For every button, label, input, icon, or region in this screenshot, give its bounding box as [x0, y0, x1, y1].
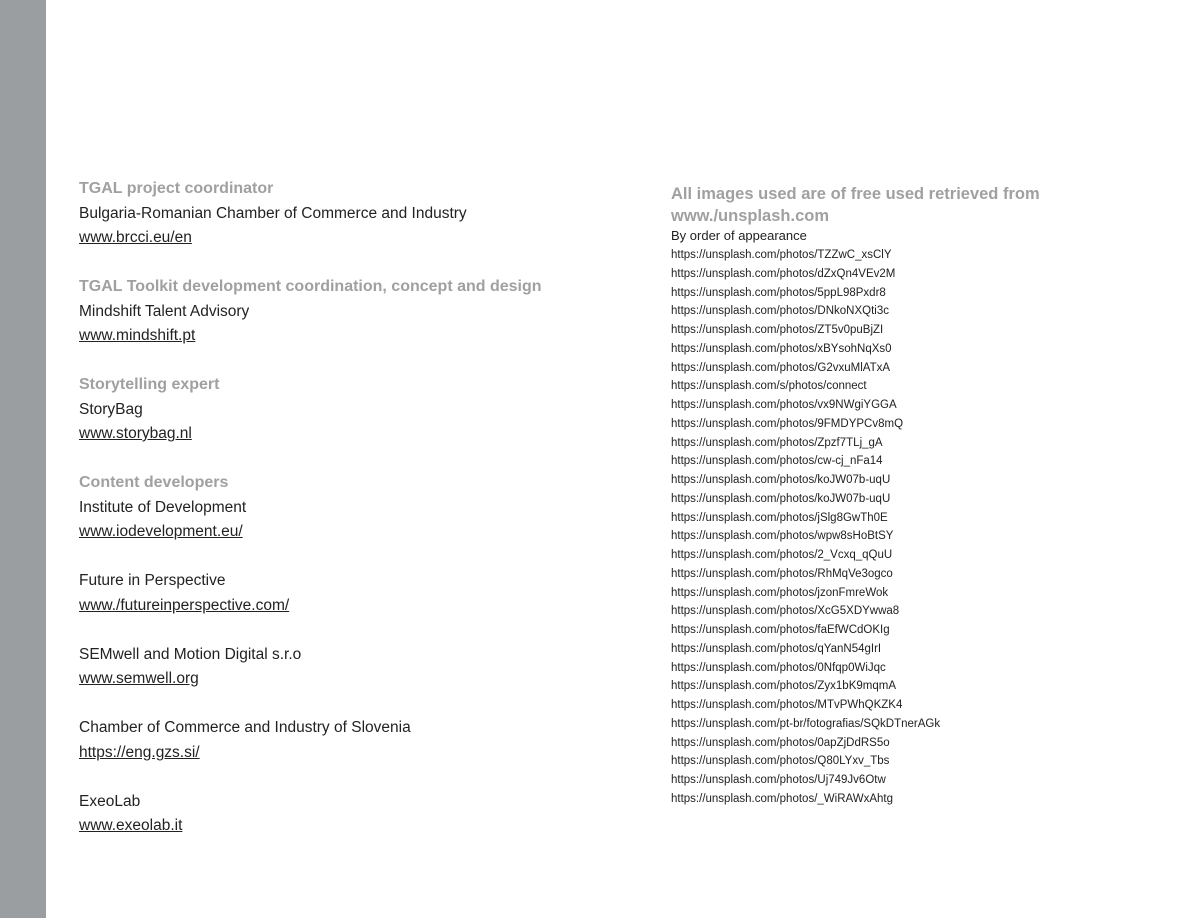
developer-link[interactable]: https://eng.gzs.si/	[79, 743, 200, 761]
developer-name: Chamber of Commerce and Industry of Slovenia	[79, 719, 411, 736]
developer-link[interactable]: www.exeolab.it	[79, 817, 183, 834]
storytelling-heading: Storytelling expert	[79, 376, 220, 393]
image-url-item: https://unsplash.com/photos/MTvPWhQKZK4	[671, 699, 903, 711]
image-url-item: https://unsplash.com/photos/_WiRAWxAhtg	[671, 792, 894, 805]
developer-entry	[79, 572, 619, 621]
image-url-item: https://unsplash.com/photos/DNkoNXQti3c	[671, 305, 889, 318]
image-url-item: https://unsplash.com/photos/jSlg8GwTh0E	[671, 511, 888, 524]
content-section	[79, 474, 619, 548]
coordinator-section	[79, 180, 619, 254]
content-heading: Content developers	[79, 474, 229, 491]
image-url-item: https://unsplash.com/photos/9FMDYPCv8mQ	[671, 417, 904, 430]
image-url-item: https://unsplash.com/photos/ZT5v0puBjZI	[671, 324, 884, 336]
toolkit-section	[79, 278, 619, 352]
image-url-item: https://unsplash.com/photos/Zyx1bK9mqmA	[671, 680, 896, 693]
image-url-item: https://unsplash.com/photos/5ppL98Pxdr8	[671, 286, 886, 299]
image-url-item: https://unsplash.com/photos/0Nfqp0WiJqc	[671, 661, 886, 674]
developer-entry	[79, 719, 619, 768]
image-url-item: https://unsplash.com/photos/Q80LYxv_Tbs	[671, 755, 890, 768]
developer-name: ExeoLab	[79, 792, 141, 810]
toolkit-name: Mindshift Talent Advisory	[79, 302, 250, 320]
image-credits-heading-line2: www./unsplash.com	[671, 207, 829, 225]
image-url-item: https://unsplash.com/photos/jzonFmreWok	[671, 586, 889, 599]
storytelling-section	[79, 376, 619, 450]
developer-name: Institute of Development	[79, 498, 247, 516]
image-credits-column	[671, 183, 1171, 809]
image-url-item: https://unsplash.com/photos/vx9NWgiYGGA	[671, 399, 897, 411]
storytelling-link[interactable]: www.storybag.nl	[79, 425, 192, 442]
developer-link[interactable]: www./futureinperspective.com/	[79, 596, 290, 614]
order-note: By order of appearance	[671, 228, 807, 243]
side-bar	[0, 0, 46, 918]
image-url-item: https://unsplash.com/photos/koJW07b-uqU	[671, 492, 891, 505]
image-url-list	[671, 246, 1171, 809]
image-url-item: https://unsplash.com/photos/xBYsohNqXs0	[671, 342, 892, 355]
credits-column	[79, 180, 619, 866]
developer-entry	[79, 793, 619, 842]
image-url-item: https://unsplash.com/photos/RhMqVe3ogco	[671, 567, 893, 580]
image-credits-heading	[671, 183, 1171, 227]
developer-name: Future in Perspective	[79, 572, 226, 589]
image-url-item: https://unsplash.com/photos/G2vxuMlATxA	[671, 361, 891, 374]
developer-link[interactable]: www.iodevelopment.eu/	[79, 523, 243, 540]
coordinator-name: Bulgaria-Romanian Chamber of Commerce and Industry	[79, 204, 467, 222]
image-url-item: https://unsplash.com/photos/qYanN54gIrI	[671, 642, 882, 655]
image-url-item: https://unsplash.com/photos/0apZjDdRS5o	[671, 736, 890, 749]
toolkit-link[interactable]: www.mindshift.pt	[79, 327, 196, 344]
image-url-item: https://unsplash.com/pt-br/fotografias/SQkDTnerAGk	[671, 717, 941, 730]
image-url-item: https://unsplash.com/photos/koJW07b-uqU	[671, 474, 891, 486]
storytelling-name: StoryBag	[79, 400, 143, 418]
image-url-item: https://unsplash.com/photos/TZZwC_xsClY	[671, 249, 892, 261]
image-url-item: https://unsplash.com/photos/cw-cj_nFa14	[671, 455, 883, 468]
developer-entry	[79, 646, 619, 695]
coordinator-heading: TGAL project coordinator	[79, 180, 274, 197]
image-url-item: https://unsplash.com/photos/faEfWCdOKIg	[671, 624, 890, 636]
developer-name: SEMwell and Motion Digital s.r.o	[79, 645, 302, 663]
image-url-item: https://unsplash.com/photos/Uj749Jv6Otw	[671, 774, 886, 786]
image-url-item: https://unsplash.com/photos/2_Vcxq_qQuU	[671, 549, 893, 561]
image-url-item: https://unsplash.com/photos/Zpzf7TLj_gA	[671, 436, 883, 449]
toolkit-heading: TGAL Toolkit development coordination, concept and design	[79, 278, 542, 295]
coordinator-link[interactable]: www.brcci.eu/en	[79, 229, 192, 246]
developer-link[interactable]: www.semwell.org	[79, 670, 199, 687]
image-url-item: https://unsplash.com/photos/XcG5XDYwwa8	[671, 605, 900, 618]
image-url-item: https://unsplash.com/photos/dZxQn4VEv2M	[671, 267, 896, 280]
image-url-item: https://unsplash.com/s/photos/connect	[671, 380, 867, 393]
image-url-item: https://unsplash.com/photos/wpw8sHoBtSY	[671, 530, 894, 543]
image-credits-heading-line1: All images used are of free used retrieved from	[671, 185, 1040, 203]
